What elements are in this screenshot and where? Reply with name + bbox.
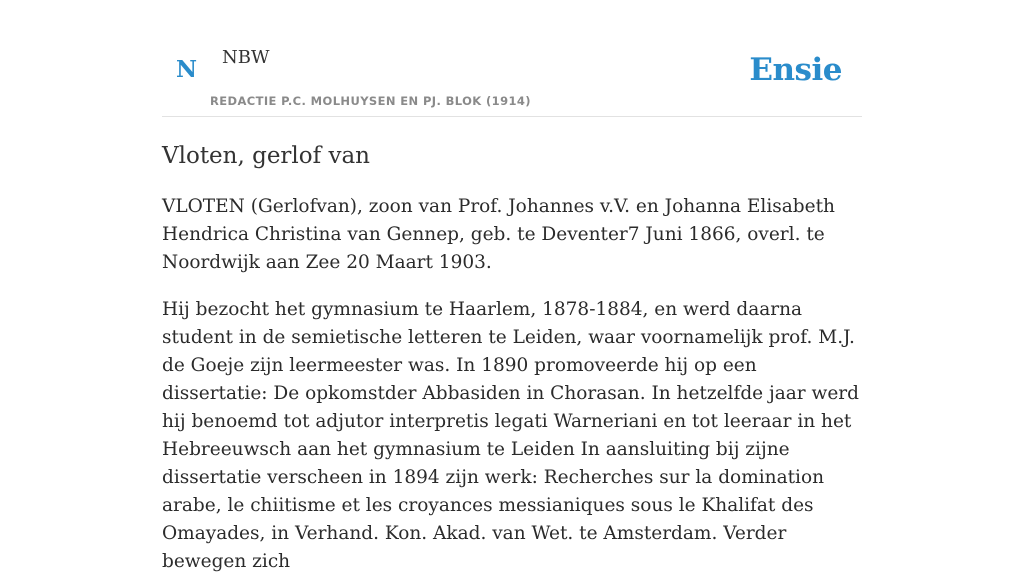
source-name[interactable]: NBW bbox=[222, 47, 270, 68]
source-logo[interactable]: N bbox=[176, 56, 198, 83]
article-body bbox=[162, 193, 862, 576]
page bbox=[162, 0, 862, 572]
source-editors: REDACTIE P.C. MOLHUYSEN EN PJ. BLOK (1914) bbox=[210, 94, 531, 108]
header bbox=[162, 0, 862, 117]
article-title: Vloten, gerlof van bbox=[162, 143, 370, 169]
brand-logo[interactable]: Ensie bbox=[749, 52, 842, 88]
article-paragraph: Hij bezocht het gymnasium te Haarlem, 1878-1884, en werd daarna student in de semietische letteren te Leiden, waar voornamelijk prof. M.J. de Goeje zijn leermeester was. In 1890 promoveerde hij op een dissertatie: De opkomstder Abbasiden in Chorasan. In hetzelfde jaar werd hij benoemd tot adjutor interpretis legati Warneriani en tot leeraar in het Hebreeuwsch aan het gymnasium te Leiden In aansluiting bij zijne dissertatie verscheen in 1894 zijn werk: Recherches sur la domination arabe, le chiitisme et les croyances messianiques sous le Khalifat des Omayades, in Verhand. Kon. Akad. van Wet. te Amsterdam. Verder bewegen zich bbox=[162, 299, 859, 572]
article-paragraph: VLOTEN (Gerlofvan), zoon van Prof. Johannes v.V. en Johanna Elisabeth Hendrica Christina van Gennep, geb. te Deventer7 Juni 1866, overl. te Noordwijk aan Zee 20 Maart 1903. bbox=[162, 196, 835, 273]
